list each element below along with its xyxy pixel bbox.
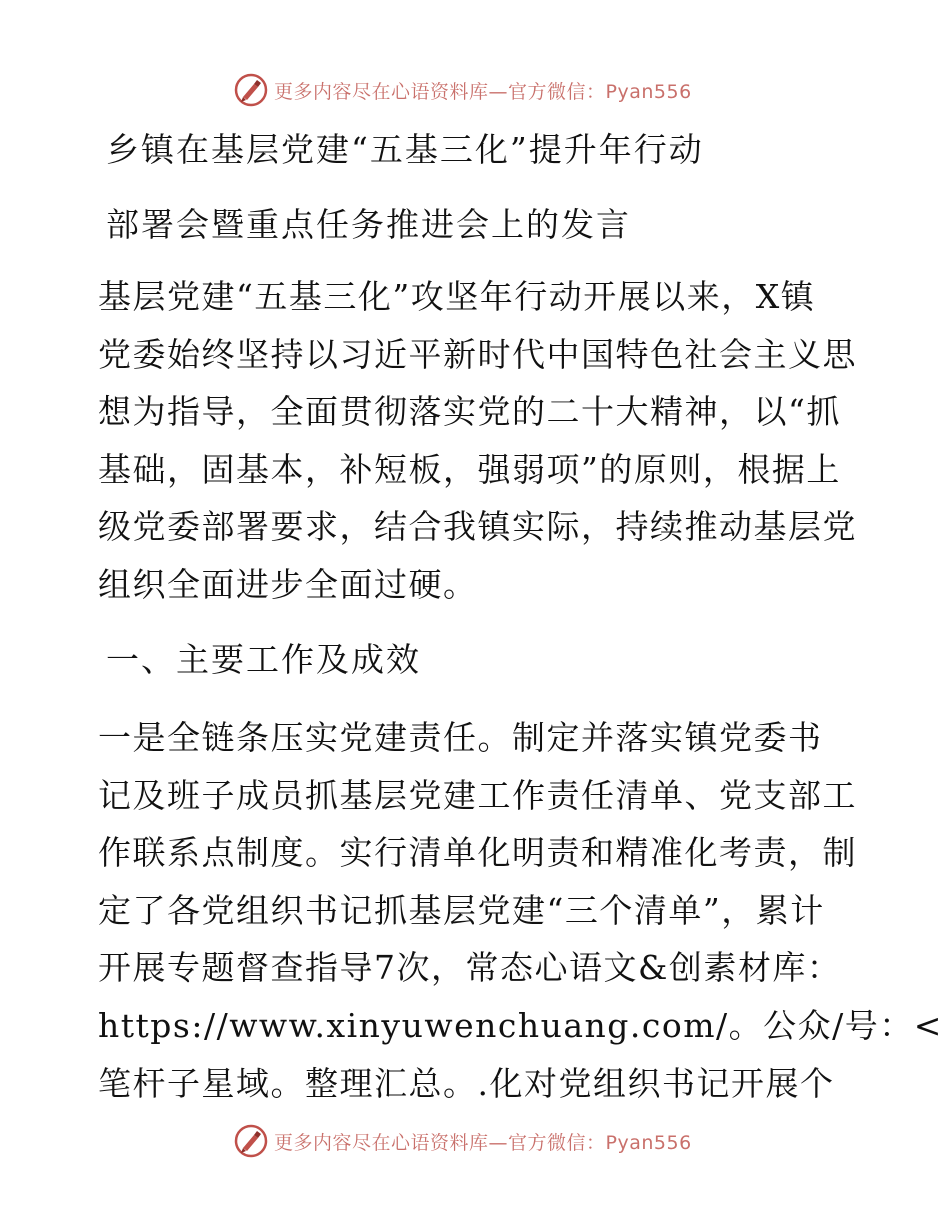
text-line: 开展专题督查指导7次，常态心语文&创素材库： [98, 948, 842, 988]
document-title-line-2: 部署会暨重点任务推进会上的发言 [106, 205, 631, 244]
text-line: 笔杆子星域。整理汇总。.化对党组织书记开展个 [98, 1063, 835, 1103]
text-line: 作联系点制度。实行清单化明责和精准化考责，制 [98, 833, 857, 873]
text-line: 基础，固基本，补短板，强弱项”的原则，根据上 [98, 449, 841, 489]
pen-logo-icon [234, 1124, 268, 1158]
section-paragraph [98, 709, 943, 1112]
section-heading: 一、主要工作及成效 [106, 640, 421, 679]
text-line: 党委始终坚持以习近平新时代中国特色社会主义思 [98, 334, 857, 374]
text-line: 一是全链条压实党建责任。制定并落实镇党委书 [98, 718, 823, 757]
text-line: 定了各党组织书记抓基层党建“三个清单”，累计 [98, 890, 825, 930]
text-line: https://www.xinyuwenchuang.com/。公众/号：< [98, 1005, 943, 1045]
document-title-line-1: 乡镇在基层党建“五基三化”提升年行动 [106, 130, 704, 169]
watermark-text: 更多内容尽在心语资料库—官方微信：Pyan556 [274, 1131, 692, 1154]
watermark-banner-top [0, 68, 950, 112]
text-line: 记及班子成员抓基层党建工作责任清单、党支部工 [98, 775, 857, 815]
text-line: 基层党建“五基三化”攻坚年行动开展以来，X镇 [98, 277, 816, 316]
text-line: 想为指导，全面贯彻落实党的二十大精神，以“抓 [98, 392, 841, 432]
pen-logo-icon [234, 73, 268, 107]
text-line: 级党委部署要求，结合我镇实际，持续推动基层党 [98, 507, 857, 547]
watermark-banner-bottom [0, 1119, 950, 1163]
watermark-text: 更多内容尽在心语资料库—官方微信：Pyan556 [274, 80, 692, 103]
intro-paragraph [98, 268, 858, 614]
text-line: 组织全面进步全面过硬。 [98, 564, 478, 604]
